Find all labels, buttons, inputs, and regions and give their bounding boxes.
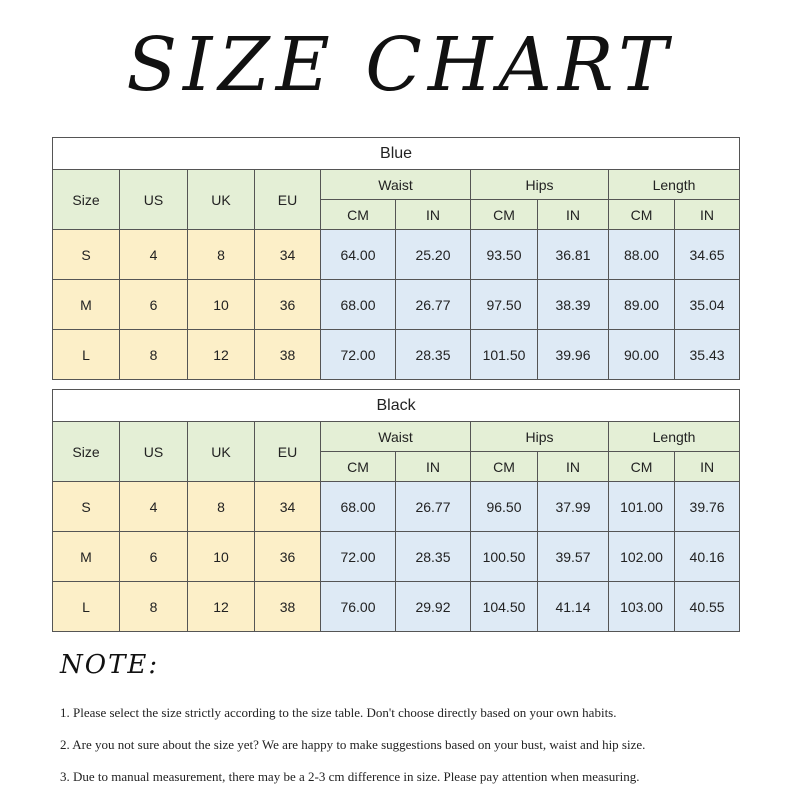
cell-length-cm: 101.00: [609, 482, 675, 532]
cell-size: M: [53, 280, 120, 330]
cell-uk: 8: [188, 482, 255, 532]
header-waist-in: IN: [396, 452, 471, 482]
header-length: Length: [609, 170, 740, 200]
cell-uk: 10: [188, 532, 255, 582]
cell-hips-cm: 104.50: [471, 582, 538, 632]
header-uk: UK: [188, 422, 255, 482]
note-line: 1. Please select the size strictly according to the size table. Don't choose directly based on your own habits.: [60, 705, 617, 720]
table-row: [53, 230, 740, 280]
cell-waist-cm: 72.00: [321, 532, 396, 582]
cell-waist-in: 26.77: [396, 482, 471, 532]
cell-waist-cm: 68.00: [321, 280, 396, 330]
cell-waist-in: 29.92: [396, 582, 471, 632]
cell-eu: 36: [255, 532, 321, 582]
cell-eu: 36: [255, 280, 321, 330]
cell-size: L: [53, 330, 120, 380]
header-eu: EU: [255, 170, 321, 230]
cell-length-cm: 103.00: [609, 582, 675, 632]
cell-uk: 12: [188, 582, 255, 632]
table-row: [53, 532, 740, 582]
note-title: NOTE:: [60, 650, 160, 680]
cell-hips-in: 38.39: [538, 280, 609, 330]
cell-hips-cm: 97.50: [471, 280, 538, 330]
cell-us: 6: [120, 280, 188, 330]
cell-length-in: 40.16: [675, 532, 740, 582]
header-size: Size: [53, 170, 120, 230]
cell-eu: 34: [255, 230, 321, 280]
cell-waist-cm: 76.00: [321, 582, 396, 632]
size-table-blue: [52, 137, 740, 380]
cell-us: 4: [120, 482, 188, 532]
header-waist: Waist: [321, 422, 471, 452]
page-title: SIZE CHART: [126, 22, 674, 108]
table-row: [53, 280, 740, 330]
cell-length-cm: 89.00: [609, 280, 675, 330]
table-row: [53, 330, 740, 380]
cell-hips-in: 36.81: [538, 230, 609, 280]
cell-length-cm: 90.00: [609, 330, 675, 380]
cell-length-cm: 88.00: [609, 230, 675, 280]
header-size: Size: [53, 422, 120, 482]
header-hips-in: IN: [538, 200, 609, 230]
note-line: 2. Are you not sure about the size yet? We are happy to make suggestions based on your bust, waist and hip size.: [60, 737, 646, 752]
header-waist-cm: CM: [321, 452, 396, 482]
cell-us: 8: [120, 330, 188, 380]
header-hips: Hips: [471, 170, 609, 200]
header-hips-in: IN: [538, 452, 609, 482]
header-length-cm: CM: [609, 452, 675, 482]
cell-hips-cm: 96.50: [471, 482, 538, 532]
cell-size: S: [53, 482, 120, 532]
cell-us: 6: [120, 532, 188, 582]
header-us: US: [120, 422, 188, 482]
cell-eu: 38: [255, 582, 321, 632]
cell-eu: 34: [255, 482, 321, 532]
cell-waist-cm: 64.00: [321, 230, 396, 280]
cell-waist-in: 25.20: [396, 230, 471, 280]
cell-us: 8: [120, 582, 188, 632]
table-color-title: Blue: [53, 138, 740, 170]
header-hips: Hips: [471, 422, 609, 452]
header-eu: EU: [255, 422, 321, 482]
cell-uk: 10: [188, 280, 255, 330]
cell-hips-cm: 101.50: [471, 330, 538, 380]
table-row: [53, 582, 740, 632]
cell-waist-in: 28.35: [396, 532, 471, 582]
header-length-in: IN: [675, 452, 740, 482]
header-waist: Waist: [321, 170, 471, 200]
table-row: [53, 482, 740, 532]
cell-waist-cm: 68.00: [321, 482, 396, 532]
cell-hips-in: 39.57: [538, 532, 609, 582]
cell-hips-in: 39.96: [538, 330, 609, 380]
cell-length-in: 35.04: [675, 280, 740, 330]
cell-length-in: 39.76: [675, 482, 740, 532]
header-length-cm: CM: [609, 200, 675, 230]
size-table-black: [52, 389, 740, 632]
cell-waist-in: 28.35: [396, 330, 471, 380]
header-uk: UK: [188, 170, 255, 230]
cell-length-in: 35.43: [675, 330, 740, 380]
cell-length-in: 34.65: [675, 230, 740, 280]
cell-size: S: [53, 230, 120, 280]
cell-eu: 38: [255, 330, 321, 380]
header-waist-cm: CM: [321, 200, 396, 230]
header-hips-cm: CM: [471, 452, 538, 482]
table-color-title: Black: [53, 390, 740, 422]
cell-uk: 12: [188, 330, 255, 380]
header-waist-in: IN: [396, 200, 471, 230]
note-line: 3. Due to manual measurement, there may be a 2-3 cm difference in size. Please pay attention when measuring.: [60, 769, 640, 784]
cell-waist-cm: 72.00: [321, 330, 396, 380]
cell-hips-in: 41.14: [538, 582, 609, 632]
cell-size: M: [53, 532, 120, 582]
cell-uk: 8: [188, 230, 255, 280]
cell-length-cm: 102.00: [609, 532, 675, 582]
cell-length-in: 40.55: [675, 582, 740, 632]
cell-hips-cm: 93.50: [471, 230, 538, 280]
cell-size: L: [53, 582, 120, 632]
header-length: Length: [609, 422, 740, 452]
cell-waist-in: 26.77: [396, 280, 471, 330]
header-length-in: IN: [675, 200, 740, 230]
header-us: US: [120, 170, 188, 230]
cell-us: 4: [120, 230, 188, 280]
header-hips-cm: CM: [471, 200, 538, 230]
cell-hips-in: 37.99: [538, 482, 609, 532]
cell-hips-cm: 100.50: [471, 532, 538, 582]
